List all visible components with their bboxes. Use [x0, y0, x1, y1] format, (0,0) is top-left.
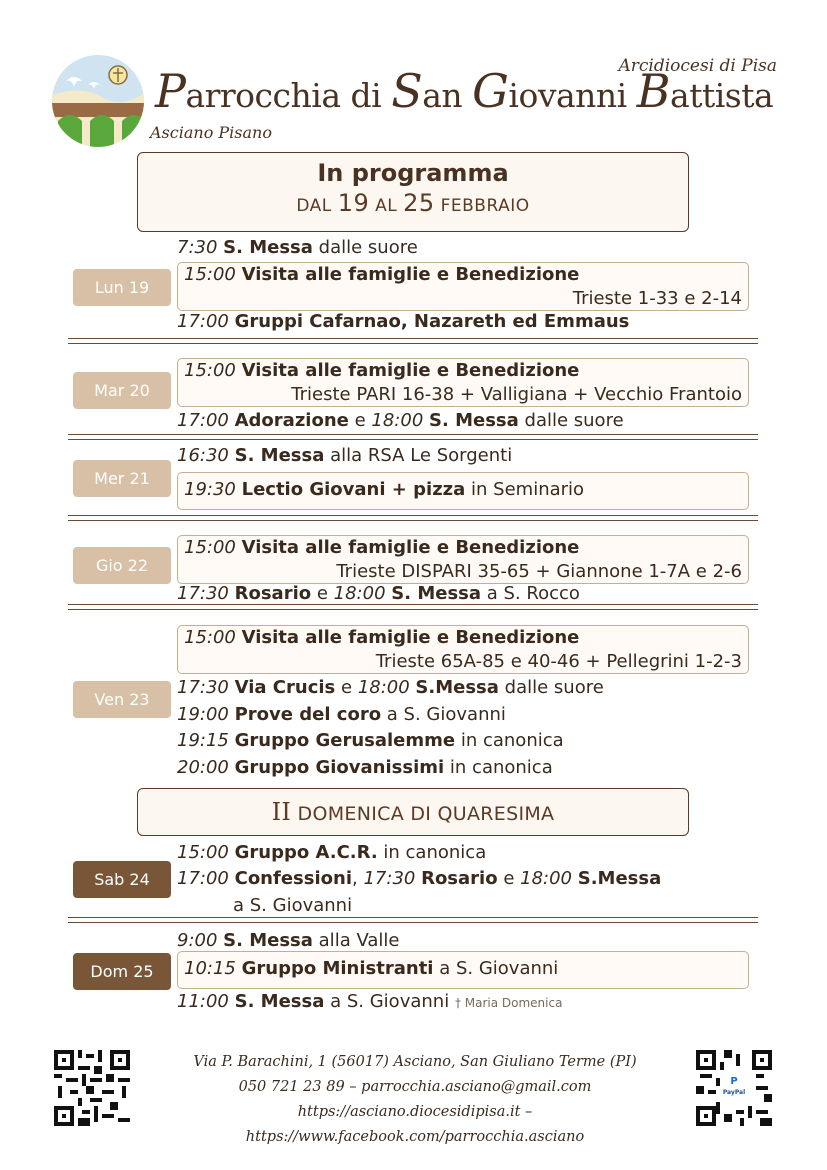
event-line: [177, 704, 506, 725]
event-comma: ,: [352, 868, 358, 889]
event-detail: Trieste PARI 16-38 + Valligiana + Vecchio Frantoio: [291, 384, 742, 405]
event-title: S. Messa: [234, 991, 325, 1012]
event-place: dalle suore: [524, 410, 624, 431]
event-time: 20:00: [177, 757, 229, 778]
event-title: Confessioni: [234, 868, 352, 889]
event-title: S. Messa: [391, 583, 482, 604]
parish-title: Parrocchia di San Giovanni Battista: [155, 64, 774, 118]
event-box: [177, 358, 749, 407]
event-line: [177, 757, 553, 778]
paypal-icon: P: [730, 1076, 738, 1087]
event-title: Prove del coro: [234, 704, 382, 725]
separator: [68, 338, 758, 344]
start-day: 19: [337, 189, 370, 217]
event-line: [177, 842, 486, 863]
end-day: 25: [403, 189, 435, 217]
program-header: [137, 152, 689, 232]
day-badge-sab: Sab 24: [73, 861, 171, 898]
event-title: Rosario: [234, 583, 312, 604]
day-badge-ven: Ven 23: [73, 681, 171, 718]
lent-numeral: II: [271, 798, 292, 826]
qr-code-paypal[interactable]: [696, 1050, 772, 1126]
event-place: alla Valle: [318, 930, 400, 951]
event-line: [177, 583, 580, 604]
event-line: [177, 311, 629, 332]
event-time: 16:30: [177, 445, 229, 466]
separator: [68, 434, 758, 440]
event-join: e: [316, 583, 328, 604]
day-badge-lun: Lun 19: [73, 269, 171, 306]
event-line: [177, 237, 418, 258]
event-place: a S. Rocco: [486, 583, 580, 604]
event-time: 7:30: [177, 237, 218, 258]
event-box: [177, 951, 749, 989]
event-time: 17:30: [177, 677, 229, 698]
event-line: [177, 991, 562, 1012]
event-box: [177, 472, 749, 510]
event-title: Visita alle famiglie e Benedizione: [241, 537, 580, 558]
event-join: e: [341, 677, 353, 698]
event-place: a S. Giovanni: [330, 991, 450, 1012]
event-time: 17:00: [177, 311, 229, 332]
event-time: 18:00: [357, 677, 410, 698]
paypal-badge: [722, 1076, 746, 1100]
event-place: a S. Giovanni: [386, 704, 506, 725]
event-time: 18:00: [333, 583, 386, 604]
event-detail: Trieste 65A-85 e 40-46 + Pellegrini 1-2-3: [375, 651, 742, 672]
qr-code-website[interactable]: [54, 1050, 130, 1126]
event-time: 19:00: [177, 704, 229, 725]
event-title: Via Crucis: [234, 677, 336, 698]
event-time: 19:30: [184, 479, 236, 500]
diocese-name: Arcidiocesi di Pisa: [618, 56, 777, 76]
event-box: [177, 535, 749, 584]
event-place: in canonica: [383, 842, 487, 863]
lent-title: [138, 798, 688, 826]
event-line: [177, 410, 624, 431]
event-place: in Seminario: [471, 479, 585, 500]
contact-text[interactable]: 050 721 23 89 – parrocchia.asciano@gmail.com: [238, 1079, 592, 1095]
event-place: in canonica: [449, 757, 553, 778]
event-title: S. Messa: [223, 930, 313, 951]
event-note: † Maria Domenica: [454, 996, 563, 1010]
event-place: alla RSA Le Sorgenti: [330, 445, 513, 466]
event-time: 17:00: [177, 868, 229, 889]
event-time: 17:30: [363, 868, 416, 889]
separator: [68, 515, 758, 521]
event-time: 15:00: [184, 264, 236, 285]
contact-footer: [150, 1050, 680, 1150]
event-title: Gruppo Giovanissimi: [234, 757, 445, 778]
event-place: a S. Giovanni: [439, 958, 559, 979]
event-title: S. Messa: [429, 410, 519, 431]
logo-illustration: [52, 55, 144, 147]
event-title: S. Messa: [234, 445, 325, 466]
parish-locality: Asciano Pisano: [150, 123, 272, 142]
event-title: S.Messa: [415, 677, 499, 698]
program-title: In programma: [317, 159, 509, 187]
event-time: 19:15: [177, 730, 229, 751]
separator: [68, 917, 758, 923]
event-title: Adorazione: [234, 410, 349, 431]
event-time: 17:00: [177, 410, 229, 431]
web-links[interactable]: https://asciano.diocesidipisa.it – https://www.facebook.com/parrocchia.asciano: [245, 1104, 585, 1145]
event-detail: Trieste 1-33 e 2-14: [572, 288, 742, 309]
event-line: [177, 677, 604, 698]
event-title: Rosario: [421, 868, 498, 889]
day-badge-mar: Mar 20: [73, 372, 171, 409]
event-time: 15:00: [184, 537, 236, 558]
event-join: e: [503, 868, 515, 889]
event-place: dalle suore: [504, 677, 604, 698]
event-title: Lectio Giovani + pizza: [241, 479, 466, 500]
event-line: [177, 730, 564, 751]
event-title: Visita alle famiglie e Benedizione: [241, 264, 580, 285]
event-time: 18:00: [520, 868, 572, 889]
lent-label: DOMENICA DI QUARESIMA: [297, 803, 555, 825]
event-time: 11:00: [177, 991, 229, 1012]
day-badge-gio: Gio 22: [73, 547, 171, 584]
lent-sunday-banner: [137, 788, 689, 836]
parish-logo: [52, 55, 144, 147]
event-title: Gruppo Gerusalemme: [234, 730, 456, 751]
event-title: Visita alle famiglie e Benedizione: [241, 627, 580, 648]
event-title: Gruppi Cafarnao, Nazareth ed Emmaus: [234, 311, 630, 332]
event-time: 15:00: [184, 360, 236, 381]
event-join: e: [354, 410, 366, 431]
paypal-label: PayPal: [722, 1089, 746, 1096]
event-time: 18:00: [371, 410, 424, 431]
al-label: AL: [375, 196, 398, 216]
event-place: dalle suore: [318, 237, 418, 258]
event-line: [177, 445, 512, 466]
event-time: 10:15: [184, 958, 236, 979]
separator: [68, 604, 758, 610]
event-time: 9:00: [177, 930, 218, 951]
day-badge-dom: Dom 25: [73, 953, 171, 990]
event-box: [177, 625, 749, 674]
event-title: S.Messa: [577, 868, 662, 889]
event-time: 15:00: [184, 627, 236, 648]
event-line: a S. Giovanni: [233, 895, 353, 916]
day-badge-mer: Mer 21: [73, 460, 171, 497]
event-place: in canonica: [460, 730, 564, 751]
program-date-range: [138, 189, 688, 217]
event-time: 15:00: [177, 842, 229, 863]
event-title: Gruppo Ministranti: [241, 958, 434, 979]
event-time: 17:30: [177, 583, 229, 604]
address-text: Via P. Barachini, 1 (56017) Asciano, San Giuliano Terme (PI): [193, 1054, 637, 1070]
event-detail: Trieste DISPARI 35-65 + Giannone 1-7A e 2-6: [336, 561, 742, 582]
event-title: Gruppo A.C.R.: [234, 842, 378, 863]
event-title: Visita alle famiglie e Benedizione: [241, 360, 580, 381]
event-box: [177, 262, 749, 311]
event-line: [177, 930, 399, 951]
event-title: S. Messa: [223, 237, 313, 258]
dal-label: DAL: [296, 196, 332, 216]
event-line: [177, 868, 661, 889]
month-label: FEBBRAIO: [440, 196, 530, 216]
